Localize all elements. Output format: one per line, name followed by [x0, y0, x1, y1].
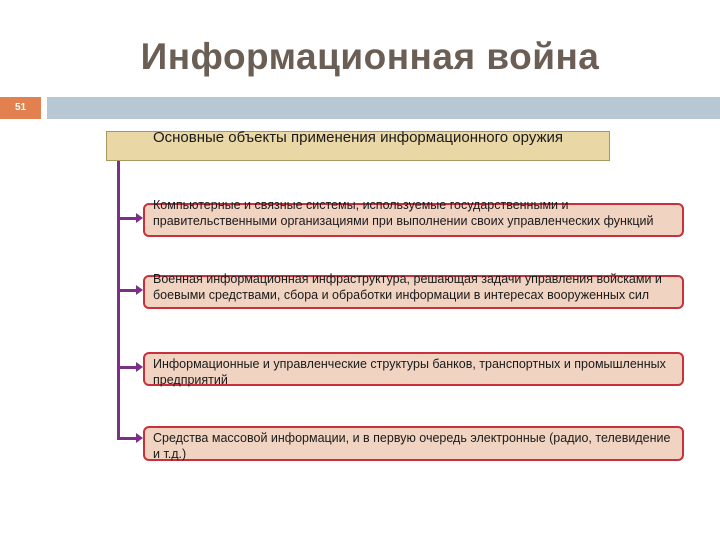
connector-branch-3 — [117, 366, 137, 369]
slide-number: 51 — [0, 97, 41, 119]
list-item — [143, 198, 684, 237]
connector-trunk — [117, 161, 120, 439]
connector-branch-4 — [117, 437, 137, 440]
slide-title: Информационная война — [140, 36, 600, 77]
arrow-icon — [136, 213, 143, 223]
arrow-icon — [136, 285, 143, 295]
list-item-text: Компьютерные и связные системы, используемые государственными и правительственными организациями при выполнении своих управленческих функций — [153, 198, 654, 228]
arrow-icon — [136, 433, 143, 443]
arrow-icon — [136, 362, 143, 372]
diagram-header-text: Основные объекты применения информационного оружия — [152, 129, 564, 146]
list-item — [143, 352, 684, 386]
list-item — [143, 272, 684, 309]
title-band — [47, 97, 720, 119]
diagram-header — [106, 131, 610, 161]
list-item-text: Информационные и управленческие структуры банков, транспортных и промышленных предприятий — [153, 357, 666, 387]
list-item-text: Средства массовой информации, и в первую очередь электронные (радио, телевидение и т.д.) — [153, 431, 671, 461]
connector-branch-1 — [117, 217, 137, 220]
connector-branch-2 — [117, 289, 137, 292]
list-item — [143, 426, 684, 461]
list-item-text: Военная информационная инфраструктура, решающая задачи управления войсками и боевыми средствами, сбора и обработки информации в интересах вооруженных сил — [153, 272, 662, 302]
